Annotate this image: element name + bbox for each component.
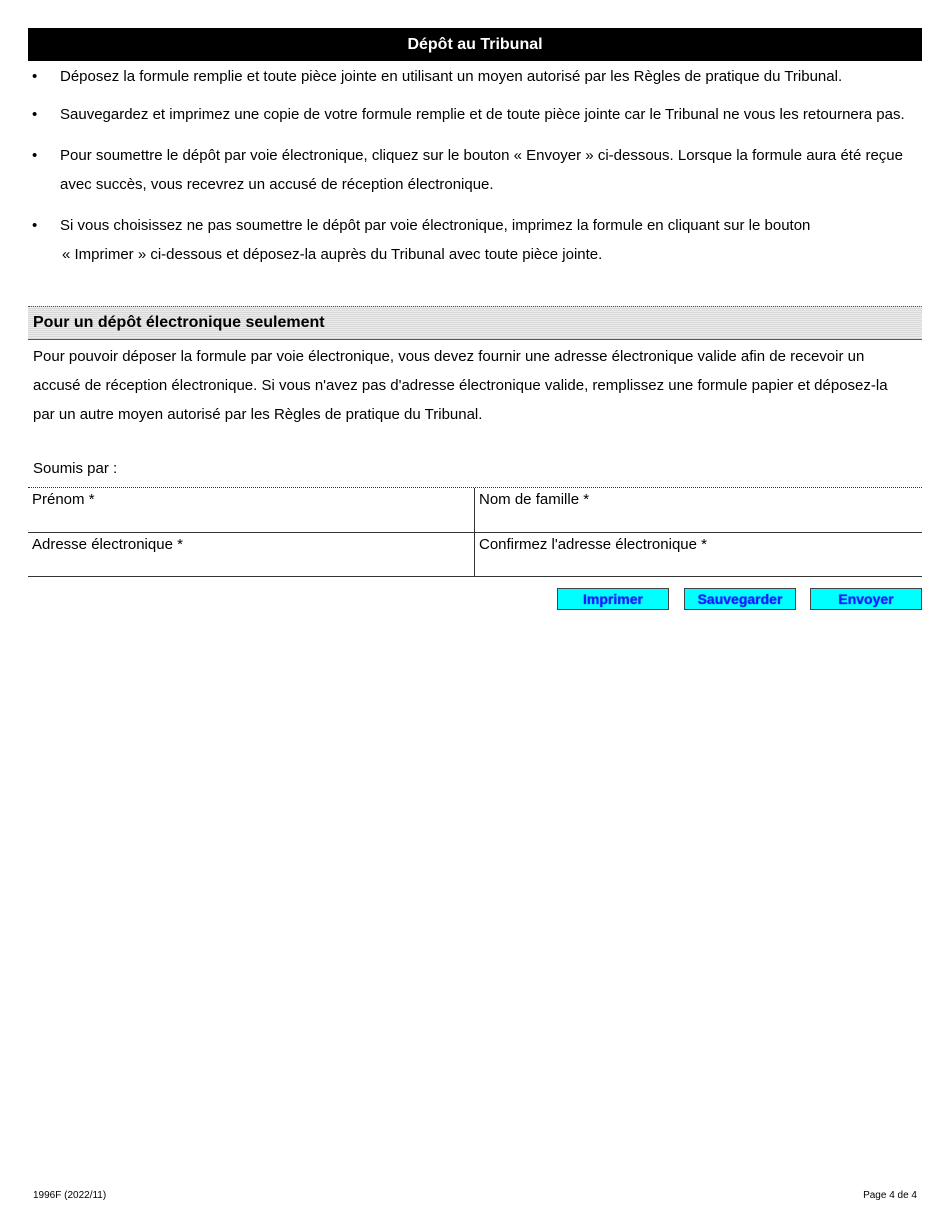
print-button[interactable]: Imprimer	[557, 588, 669, 610]
last-name-field[interactable]	[479, 511, 918, 529]
first-name-cell[interactable]	[28, 488, 475, 533]
instruction-line-2: « Imprimer » ci-dessous et déposez-la auprès du Tribunal avec toute pièce jointe.	[62, 246, 603, 263]
electronic-section-title: Pour un dépôt électronique seulement	[28, 306, 922, 340]
bullet-icon: •	[32, 68, 38, 85]
submitter-fields	[28, 487, 922, 577]
electronic-intro-text: Pour pouvoir déposer la formule par voie électronique, vous devez fournir une adresse électronique valide afin de recevoir un accusé de réception électronique. Si vous n'avez pas d'adresse électronique valide, remplissez une formule papier et déposez-la par un autre moyen autorisé par les Règles de pratique du Tribunal.	[33, 348, 888, 423]
confirm-email-field[interactable]	[479, 556, 918, 574]
email-label: Adresse électronique *	[32, 536, 183, 553]
confirm-email-cell[interactable]	[475, 533, 922, 577]
instruction-text: Déposez la formule remplie et toute pièce jointe en utilisant un moyen autorisé par les Règles de pratique du Tribunal.	[60, 68, 843, 85]
confirm-email-label: Confirmez l'adresse électronique *	[479, 536, 707, 553]
form-id: 1996F (2022/11)	[33, 1190, 107, 1201]
instruction-text: Sauvegardez et imprimez une copie de votre formule remplie et de toute pièce jointe car le Tribunal ne vous les retournera pas.	[60, 106, 905, 123]
instruction-text	[60, 211, 914, 269]
email-field[interactable]	[32, 556, 470, 574]
bullet-icon: •	[32, 217, 38, 234]
save-button[interactable]: Sauvegarder	[684, 588, 796, 610]
submitted-by-label: Soumis par :	[33, 460, 118, 477]
send-button[interactable]: Envoyer	[810, 588, 922, 610]
bullet-icon: •	[32, 147, 38, 164]
list-item	[28, 62, 922, 91]
list-item	[28, 100, 922, 129]
last-name-cell[interactable]	[475, 488, 922, 533]
instruction-text: Pour soumettre le dépôt par voie électronique, cliquez sur le bouton « Envoyer » ci-dessous. Lorsque la formule aura été reçue avec succès, vous recevrez un accusé de réception électronique.	[60, 147, 903, 193]
list-item	[28, 211, 922, 269]
first-name-label: Prénom *	[32, 491, 95, 508]
page-title: Dépôt au Tribunal	[28, 28, 922, 61]
page-number: Page 4 de 4	[863, 1190, 917, 1201]
last-name-label: Nom de famille *	[479, 491, 590, 508]
list-item	[28, 141, 922, 199]
instruction-line-1: Si vous choisissez ne pas soumettre le dépôt par voie électronique, imprimez la formule en cliquant sur le bouton	[60, 217, 811, 234]
email-cell[interactable]	[28, 533, 475, 577]
first-name-field[interactable]	[32, 511, 470, 529]
bullet-icon: •	[32, 106, 38, 123]
instructions-list	[28, 62, 922, 269]
